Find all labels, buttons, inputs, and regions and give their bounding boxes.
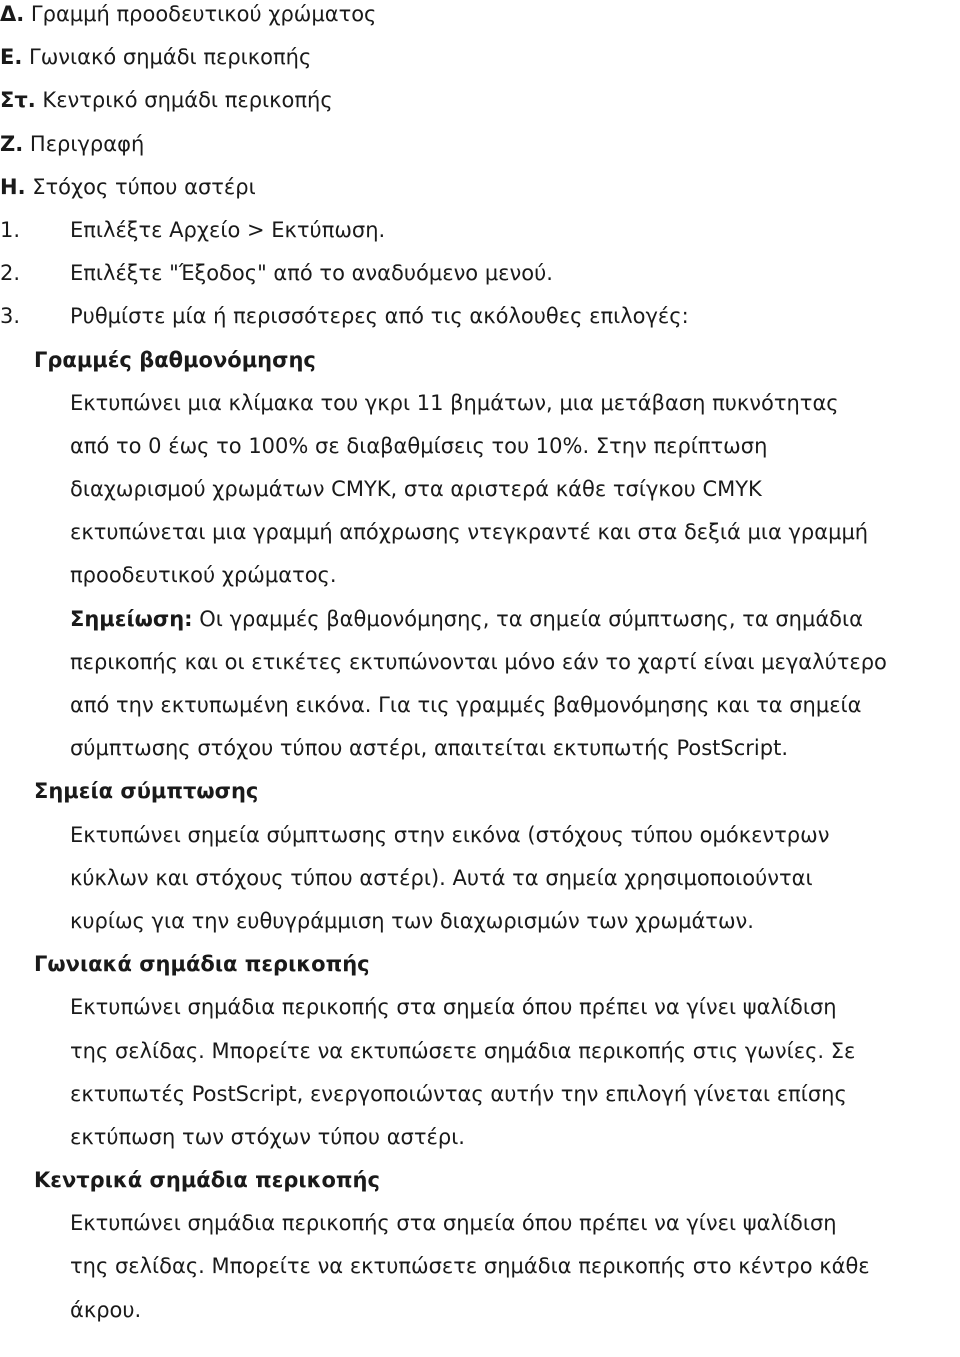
note-label: Σημείωση: — [70, 606, 193, 631]
legend-letter: Η. — [0, 174, 26, 199]
section-corner-crop-marks — [0, 943, 960, 1159]
note-line — [0, 598, 960, 641]
section-registration-marks — [0, 770, 960, 943]
legend-text: Κεντρικό σημάδι περικοπής — [42, 88, 333, 113]
note-line: από την εκτυπωμένη εικόνα. Για τις γραμμές βαθμονόμησης και τα σημεία — [70, 693, 862, 717]
note-line: σύμπτωσης στόχου τύπου αστέρι, απαιτείται εκτυπωτής PostScript. — [70, 736, 788, 761]
step-item — [0, 295, 960, 338]
legend-text: Στόχος τύπου αστέρι — [32, 174, 256, 199]
legend-item — [0, 79, 960, 122]
step-number: 1. — [0, 217, 21, 242]
legend-letter: Ζ. — [0, 131, 24, 156]
step-item — [0, 209, 960, 252]
section-heading: Γωνιακά σημάδια περικοπής — [34, 952, 370, 977]
step-text: Επιλέξτε Αρχείο > Εκτύπωση. — [70, 217, 386, 242]
steps-list — [0, 209, 960, 339]
note-text: Οι γραμμές βαθμονόμησης, τα σημεία σύμπτωσης, τα σημάδια — [192, 606, 863, 631]
paragraph-line: εκτυπώνεται μια γραμμή απόχρωσης ντεγκραντέ και στα δεξιά μια γραμμή — [70, 520, 869, 545]
paragraph-line: κύκλων και στόχους τύπου αστέρι). Αυτά τα σημεία χρησιμοποιούνται — [70, 865, 813, 890]
paragraph-line: Εκτυπώνει σημάδια περικοπής στα σημεία όπου πρέπει να γίνει ψαλίδιση — [70, 1211, 837, 1236]
legend-text: Περιγραφή — [29, 131, 145, 156]
note-line: περικοπής και οι ετικέτες εκτυπώνονται μόνο εάν το χαρτί είναι μεγαλύτερο — [70, 649, 887, 674]
section-heading: Σημεία σύμπτωσης — [34, 779, 259, 804]
legend-list — [0, 0, 960, 209]
legend-item — [0, 36, 960, 79]
paragraph-line: από το 0 έως το 100% σε διαβαθμίσεις του 10%. Στην περίπτωση — [70, 433, 768, 458]
paragraph-line: Εκτυπώνει μια κλίμακα του γκρι 11 βημάτων, μια μετάβαση πυκνότητας — [70, 390, 839, 415]
paragraph-line: εκτύπωση των στόχων τύπου αστέρι. — [70, 1124, 465, 1149]
legend-letter: Στ. — [0, 88, 36, 113]
paragraph-line: Εκτυπώνει σημάδια περικοπής στα σημεία όπου πρέπει να γίνει ψαλίδιση — [70, 995, 837, 1020]
legend-letter: Δ. — [0, 2, 25, 26]
legend-item — [0, 166, 960, 209]
paragraph-line: άκρου. — [70, 1297, 142, 1322]
legend-letter: Ε. — [0, 45, 23, 70]
legend-text: Γωνιακό σημάδι περικοπής — [29, 45, 312, 70]
paragraph-line: Εκτυπώνει σημεία σύμπτωσης στην εικόνα (στόχους τύπου ομόκεντρων — [70, 822, 830, 847]
step-text: Επιλέξτε "Έξοδος" από το αναδυόμενο μενού. — [70, 261, 553, 286]
paragraph-line: προοδευτικού χρώματος. — [70, 563, 337, 588]
paragraph-line: διαχωρισμού χρωμάτων CMYK, στα αριστερά κάθε τσίγκου CMYK — [70, 477, 762, 502]
section-center-crop-marks — [0, 1159, 960, 1332]
step-number: 3. — [0, 304, 21, 329]
paragraph-line: κυρίως για την ευθυγράμμιση των διαχωρισμών των χρωμάτων. — [70, 908, 754, 933]
step-item — [0, 252, 960, 295]
legend-item — [0, 123, 960, 166]
paragraph-line: εκτυπωτές PostScript, ενεργοποιώντας αυτήν την επιλογή γίνεται επίσης — [70, 1081, 847, 1106]
step-text: Ρυθμίστε μία ή περισσότερες από τις ακόλουθες επιλογές: — [70, 304, 689, 329]
section-calibration-bars — [0, 339, 960, 771]
legend-text: Γραμμή προοδευτικού χρώματος — [30, 2, 377, 26]
legend-item — [0, 0, 960, 36]
paragraph-line: της σελίδας. Μπορείτε να εκτυπώσετε σημάδια περικοπής στις γωνίες. Σε — [70, 1038, 856, 1063]
section-heading: Κεντρικά σημάδια περικοπής — [34, 1168, 380, 1193]
section-heading: Γραμμές βαθμονόμησης — [34, 347, 316, 372]
step-number: 2. — [0, 261, 21, 286]
paragraph-line: της σελίδας. Μπορείτε να εκτυπώσετε σημάδια περικοπής στο κέντρο κάθε — [70, 1254, 870, 1279]
